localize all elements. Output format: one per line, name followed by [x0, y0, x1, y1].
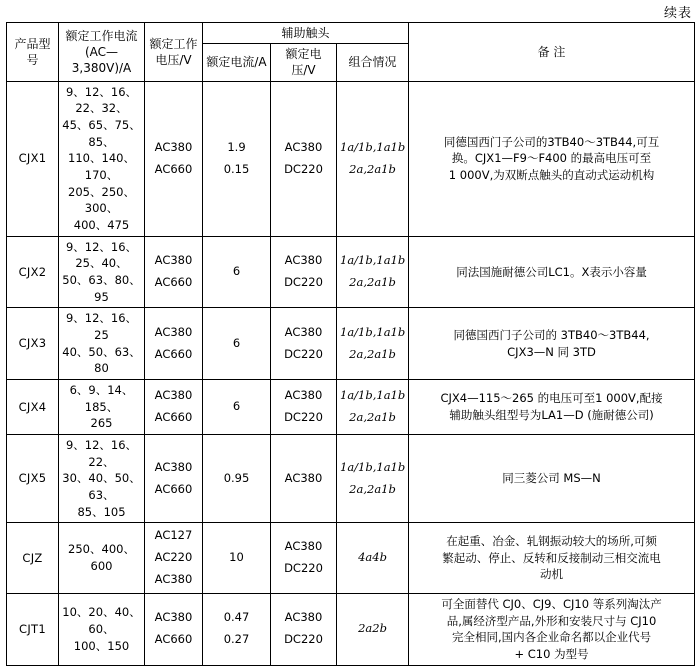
cell-current-line: 50、63、80、95	[62, 272, 141, 304]
cell-remark	[409, 435, 695, 523]
cell-remark-line: 在起重、冶金、轧钢振动较大的场所,可频	[446, 534, 657, 549]
cell-current	[59, 435, 145, 523]
cell-aux_current	[203, 236, 271, 308]
cell-aux_voltage-line: DC220	[284, 561, 323, 576]
cell-voltage	[145, 523, 203, 594]
cell-aux_voltage-line: DC220	[284, 409, 323, 424]
cell-voltage-line: AC380	[154, 324, 193, 339]
cell-aux_current	[203, 593, 271, 665]
header-rated-voltage	[145, 23, 203, 82]
cell-remark	[409, 308, 695, 380]
cell-aux_combo	[337, 523, 409, 594]
cell-voltage	[145, 435, 203, 523]
cell-model: CJX5	[7, 435, 59, 523]
cell-current	[59, 523, 145, 594]
cell-current	[59, 81, 145, 236]
table-row	[7, 379, 695, 434]
cell-current-line: 205、250、300、	[68, 184, 135, 216]
cell-aux_voltage	[271, 435, 337, 523]
cell-current-line: 250、400、600	[68, 542, 135, 574]
cell-aux_combo-line: 2a2b	[358, 621, 387, 636]
cell-current-line: 400、475	[73, 217, 130, 232]
header-aux-combo: 组合情况	[337, 44, 409, 81]
cell-aux_current-line: 0.47	[223, 610, 250, 625]
cell-aux_current-line: 6	[232, 264, 241, 279]
cell-voltage-line: AC380	[154, 459, 193, 474]
cell-remark-line: 辅助触头组型号为LA1—D (施耐德公司)	[449, 407, 654, 422]
cell-aux_current-line: 1.9	[227, 139, 246, 154]
cell-current-line: 6、9、14、185、	[69, 382, 134, 414]
cell-aux_combo-line: 2a,2a1b	[349, 481, 396, 496]
table-header	[7, 23, 695, 82]
table-body	[7, 81, 695, 665]
cell-aux_current	[203, 523, 271, 594]
cell-aux_voltage-line: AC380	[284, 470, 323, 485]
cell-aux_voltage-line: AC380	[284, 324, 323, 339]
cell-aux_combo	[337, 308, 409, 380]
cell-current-line: 9、12、16、25、40、	[65, 239, 138, 271]
cell-remark-line: 繁起动、停止、反转和反接制动三相交流电	[442, 550, 661, 565]
cell-aux_combo-line: 1a/1b,1a1b	[340, 459, 406, 474]
cell-aux_combo	[337, 236, 409, 308]
cell-voltage-line: AC380	[154, 253, 193, 268]
cell-model: CJX1	[7, 81, 59, 236]
cell-remark	[409, 379, 695, 434]
cell-remark-line: 同德国西门子公司的 3TB40～3TB44,	[453, 327, 650, 342]
cell-remark	[409, 523, 695, 594]
header-remark: 备 注	[409, 23, 695, 82]
cell-aux_combo	[337, 81, 409, 236]
cell-voltage-line: AC380	[154, 572, 193, 587]
cell-voltage-line: AC660	[154, 274, 193, 289]
cell-current	[59, 593, 145, 665]
cell-remark-line: 1 000V,为双断点触头的直动式运动机构	[448, 167, 655, 182]
cell-voltage-line: AC660	[154, 409, 193, 424]
specification-table	[6, 22, 695, 666]
header-rated-current-line2: (AC—3,380V)/A	[71, 44, 132, 75]
cell-aux_voltage-line: AC380	[284, 388, 323, 403]
header-aux-current: 额定电流/A	[203, 44, 271, 81]
cell-aux_voltage-line: DC220	[284, 632, 323, 647]
continued-label: 续表	[663, 6, 692, 21]
cell-voltage	[145, 81, 203, 236]
cell-aux_voltage-line: DC220	[284, 161, 323, 176]
cell-current	[59, 379, 145, 434]
cell-current-line: 100、150	[73, 638, 130, 653]
cell-aux_combo-line: 2a,2a1b	[349, 274, 396, 289]
cell-model: CJZ	[7, 523, 59, 594]
header-model: 产品型号	[7, 23, 59, 82]
cell-voltage-line: AC660	[154, 481, 193, 496]
cell-aux_current-line: 0.95	[223, 470, 250, 485]
cell-current-line: 45、65、75、85、	[62, 117, 141, 149]
cell-remark-line: 同三菱公司 MS—N	[502, 471, 601, 486]
cell-voltage	[145, 308, 203, 380]
cell-aux_combo	[337, 379, 409, 434]
cell-aux_voltage	[271, 81, 337, 236]
cell-remark	[409, 593, 695, 665]
cell-aux_voltage	[271, 379, 337, 434]
cell-voltage-line: AC660	[154, 161, 193, 176]
cell-voltage-line: AC660	[154, 346, 193, 361]
cell-aux_combo	[337, 435, 409, 523]
cell-voltage-line: AC380	[154, 139, 193, 154]
cell-aux_current-line: 0.27	[223, 632, 250, 647]
cell-current	[59, 308, 145, 380]
table-row	[7, 435, 695, 523]
cell-remark-line: CJX4—115～265 的电压可至1 000V,配接	[440, 391, 663, 406]
cell-aux_current-line: 6	[232, 399, 241, 414]
cell-remark-line: 换。CJX1—F9～F400 的最高电压可至	[451, 151, 652, 166]
cell-remark	[409, 236, 695, 308]
cell-aux_combo-line: 1a/1b,1a1b	[340, 253, 406, 268]
cell-aux_current	[203, 81, 271, 236]
cell-remark-line: + C10 为型号	[514, 646, 589, 661]
cell-aux_current-line: 6	[232, 335, 241, 350]
cell-current-line: 10、20、40、60、	[62, 605, 141, 636]
cell-aux_voltage	[271, 236, 337, 308]
cell-aux_combo	[337, 593, 409, 665]
cell-voltage-line: AC660	[154, 632, 193, 647]
header-aux-group: 辅助触头	[203, 23, 409, 44]
cell-model: CJX4	[7, 379, 59, 434]
cell-current	[59, 236, 145, 308]
cell-remark-line: 同德国西门子公司的3TB40～3TB44,可互	[443, 134, 660, 149]
table-row	[7, 593, 695, 665]
cell-aux_combo-line: 2a,2a1b	[349, 346, 396, 361]
cell-aux_voltage-line: AC380	[284, 139, 323, 154]
cell-voltage	[145, 236, 203, 308]
cell-current-line: 9、12、16、25	[65, 311, 138, 342]
cell-aux_current-line: 10	[229, 550, 244, 565]
cell-aux_combo-line: 2a,2a1b	[349, 409, 396, 424]
cell-voltage-line: AC380	[154, 388, 193, 403]
cell-current-line: 40、50、63、80	[62, 344, 141, 376]
cell-aux_current	[203, 435, 271, 523]
table-row	[7, 81, 695, 236]
cell-remark-line: 动机	[540, 567, 564, 582]
cell-remark-line: 品,属经济型产品,外形和安装尺寸与 CJ10	[446, 613, 657, 628]
cell-aux_voltage-line: AC380	[284, 610, 323, 625]
cell-aux_voltage	[271, 308, 337, 380]
header-rated-voltage-line1: 额定工作	[149, 36, 198, 51]
cell-aux_combo-line: 4a4b	[358, 550, 387, 565]
cell-remark-line: 可全面替代 CJ0、CJ9、CJ10 等系列淘汰产	[441, 596, 662, 611]
cell-voltage-line: AC127	[154, 528, 193, 543]
cell-aux_combo-line: 1a/1b,1a1b	[340, 139, 406, 154]
cell-current-line: 110、140、170、	[68, 151, 135, 182]
cell-aux_combo-line: 1a/1b,1a1b	[340, 388, 406, 403]
cell-voltage	[145, 379, 203, 434]
cell-aux_current	[203, 308, 271, 380]
header-rated-voltage-line2: 电压/V	[155, 52, 192, 67]
cell-remark-line: 同法国施耐德公司LC1。X表示小容量	[456, 264, 647, 279]
cell-current-line: 85、105	[77, 504, 126, 519]
header-rated-current	[59, 23, 145, 82]
cell-voltage-line: AC380	[154, 610, 193, 625]
cell-aux_voltage-line: AC380	[284, 539, 323, 554]
cell-voltage	[145, 593, 203, 665]
table-row	[7, 523, 695, 594]
cell-current-line: 265	[90, 416, 113, 431]
header-rated-current-line1: 额定工作电流	[65, 28, 138, 43]
header-row-1	[7, 23, 695, 44]
cell-model: CJT1	[7, 593, 59, 665]
cell-model: CJX2	[7, 236, 59, 308]
cell-aux_current-line: 0.15	[223, 161, 250, 176]
cell-aux_voltage	[271, 593, 337, 665]
cell-aux_voltage-line: DC220	[284, 274, 323, 289]
header-aux-voltage: 额定电压/V	[271, 44, 337, 81]
cell-current-line: 30、40、50、63、	[62, 471, 141, 503]
cell-model: CJX3	[7, 308, 59, 380]
cell-aux_combo-line: 2a,2a1b	[349, 161, 396, 176]
cell-current-line: 9、12、16、22、	[65, 438, 138, 469]
cell-remark	[409, 81, 695, 236]
cell-aux_current	[203, 379, 271, 434]
cell-aux_voltage	[271, 523, 337, 594]
cell-remark-line: CJX3—N 同 3TD	[507, 344, 596, 359]
table-row	[7, 308, 695, 380]
cell-current-line: 9、12、16、22、32、	[65, 84, 138, 116]
cell-aux_combo-line: 1a/1b,1a1b	[340, 324, 406, 339]
cell-aux_voltage-line: DC220	[284, 346, 323, 361]
cell-voltage-line: AC220	[154, 550, 193, 565]
table-row	[7, 236, 695, 308]
cell-aux_voltage-line: AC380	[284, 253, 323, 268]
cell-remark-line: 完全相同,国内各企业命名都以企业代号	[451, 630, 652, 645]
